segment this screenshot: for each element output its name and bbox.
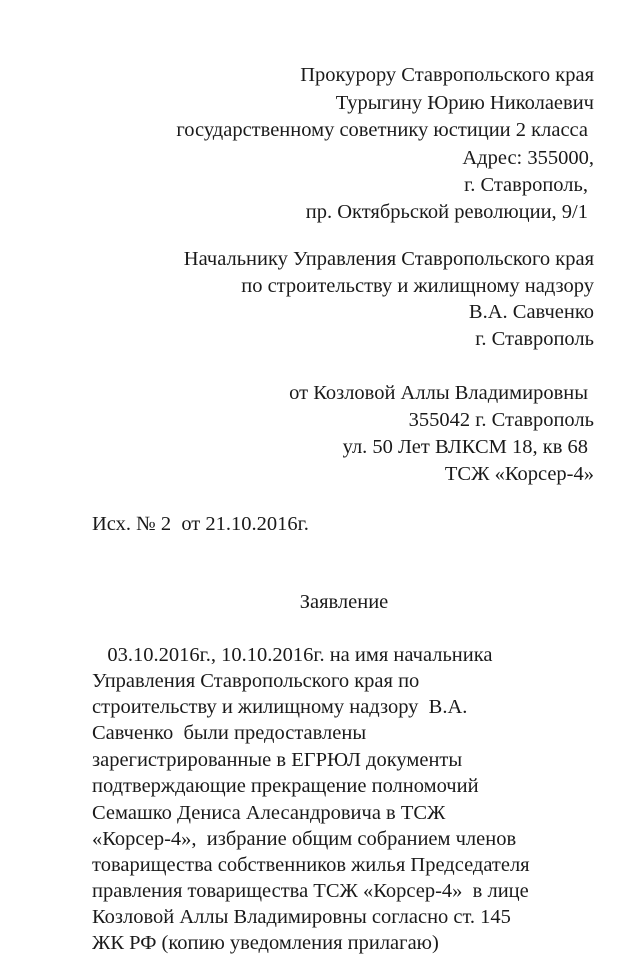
addressee-prosecutor-line: Турыгину Юрию Николаевич [335,92,594,114]
addressee-prosecutor-line: г. Ставрополь, [464,174,588,196]
body-line: Козловой Аллы Владимировны согласно ст. 145 [92,906,511,928]
addressee-department-line: Начальнику Управления Ставропольского края [183,248,594,270]
sender-line: от Козловой Аллы Владимировны [289,382,588,404]
outgoing-reference: Исх. № 2 от 21.10.2016г. [92,513,309,535]
sender-line: ТСЖ «Корсер-4» [444,463,594,485]
addressee-prosecutor-line: пр. Октябрьской революции, 9/1 [305,201,588,223]
body-line: Управления Ставропольского края по [92,670,420,692]
body-line: Савченко были предоставлены [92,722,367,744]
body-line: строительству и жилищному надзору В.А. [92,696,468,718]
addressee-department-line: В.А. Савченко [468,301,594,323]
body-line: ЖК РФ (копию уведомления прилагаю) [92,932,439,954]
addressee-prosecutor-line: Прокурору Ставропольского края [300,64,594,86]
body-line: зарегистрированные в ЕГРЮЛ документы [92,749,463,771]
addressee-department-line: г. Ставрополь [475,328,594,350]
addressee-department-line: по строительству и жилищному надзору [241,275,594,297]
body-line: подтверждающие прекращение полномочий [92,775,479,797]
document-title: Заявление [299,591,389,613]
body-line: правления товарищества ТСЖ «Корсер-4» в лице [92,880,529,902]
sender-line: ул. 50 Лет ВЛКСМ 18, кв 68 [342,436,588,458]
sender-line: 355042 г. Ставрополь [408,409,594,431]
body-line: товарищества собственников жилья Председателя [92,854,530,876]
addressee-prosecutor-line: государственному советнику юстиции 2 класса [176,119,588,141]
body-line: «Корсер-4», избрание общим собранием членов [92,828,517,850]
addressee-prosecutor-line: Адрес: 355000, [462,147,594,169]
body-line: Семашко Дениса Алесандровича в ТСЖ [92,802,446,824]
body-line: 03.10.2016г., 10.10.2016г. на имя начальника [92,644,493,666]
